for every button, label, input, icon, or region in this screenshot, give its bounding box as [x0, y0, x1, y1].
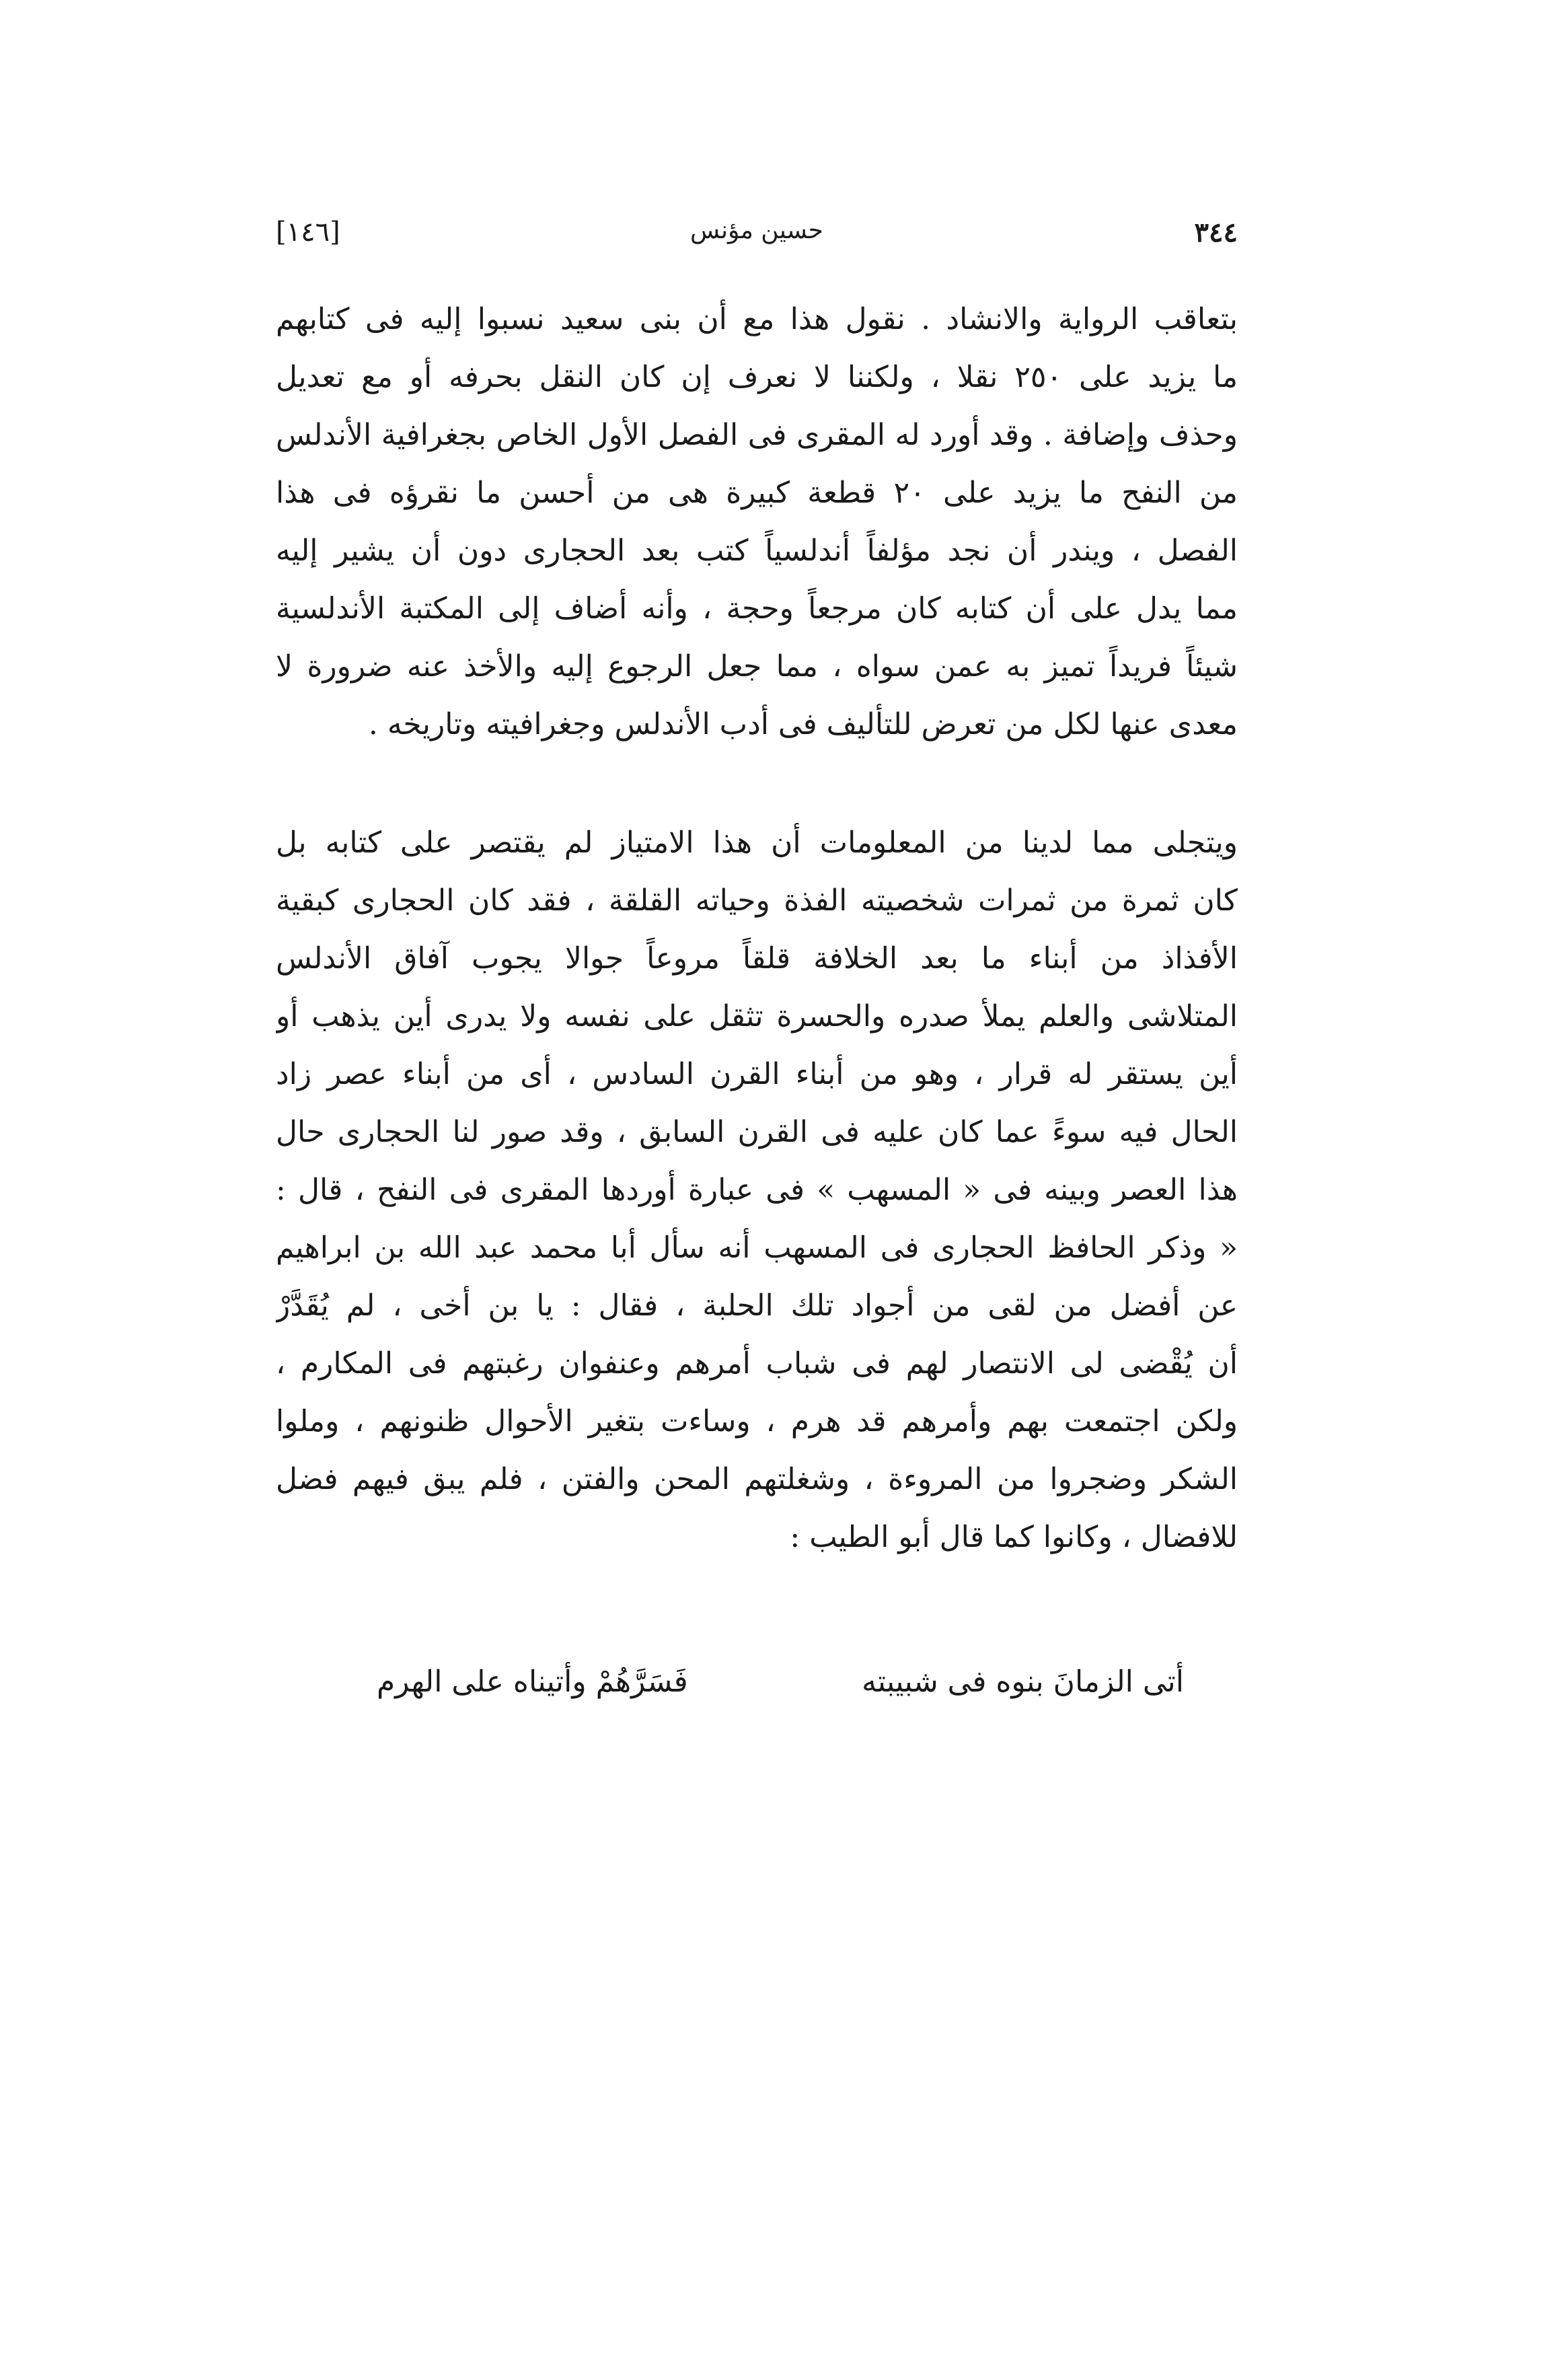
document-page: [276, 0, 1238, 2361]
text-line: الأفذاذ من أبناء ما بعد الخلافة قلقاً مروعاً جوالا يجوب آفاق الأندلس: [276, 941, 1238, 976]
text-line: أين يستقر له قرار ، وهو من أبناء القرن السادس ، أى من أبناء عصر زاد: [276, 1057, 1238, 1091]
text-line: هذا العصر وبينه فى « المسهب » فى عبارة أوردها المقرى فى النفح ، قال :: [276, 1173, 1238, 1207]
text-line: ما يزيد على ٢٥٠ نقلا ، ولكننا لا نعرف إن كان النقل بحرفه أو مع تعديل: [276, 360, 1238, 394]
paragraph-2: [276, 814, 1238, 1566]
running-head-author: حسين مؤنس: [690, 217, 823, 244]
paragraph-1: [276, 291, 1238, 754]
poetry-verse: [377, 1652, 1184, 1712]
text-line: مما يدل على أن كتابه كان مرجعاً وحجة ، وأنه أضاف إلى المكتبة الأندلسية: [276, 591, 1238, 626]
text-line: بتعاقب الرواية والانشاد . نقول هذا مع أن بنى سعيد نسبوا إليه فى كتابهم: [276, 302, 1238, 336]
text-line: المتلاشى والعلم يملأ صدره والحسرة تثقل على نفسه ولا يدرى أين يذهب أو: [276, 999, 1238, 1033]
text-line: من النفح ما يزيد على ٢٠ قطعة كبيرة هى من أحسن ما نقرؤه فى هذا: [276, 476, 1238, 510]
verse-second-hemistich: فَسَرَّهُمْ وأتيناه على الهرم: [377, 1665, 688, 1699]
text-line: الشكر وضجروا من المروءة ، وشغلتهم المحن والفتن ، فلم يبق فيهم فضل: [276, 1462, 1238, 1496]
page-number: ٣٤٤: [1194, 217, 1238, 248]
text-line: شيئاً فريداً تميز به عمن سواه ، مما جعل الرجوع إليه والأخذ عنه ضرورة لا: [276, 649, 1238, 684]
running-header: [276, 217, 1238, 257]
text-line: الحال فيه سوءً عما كان عليه فى القرن السابق ، وقد صور لنا الحجارى حال: [276, 1115, 1238, 1149]
text-line: كان ثمرة من ثمرات شخصيته الفذة وحياته القلقة ، فقد كان الحجارى كبقية: [276, 883, 1238, 918]
text-line: ولكن اجتمعت بهم وأمرهم قد هرم ، وساءت بتغير الأحوال ظنونهم ، وملوا: [276, 1404, 1238, 1439]
text-line: الفصل ، ويندر أن نجد مؤلفاً أندلسياً كتب بعد الحجارى دون أن يشير إليه: [276, 534, 1238, 568]
text-line: أن يُقْضى لى الانتصار لهم فى شباب أمرهم وعنفوان رغبتهم فى المكارم ،: [276, 1346, 1238, 1381]
text-line: وحذف وإضافة . وقد أورد له المقرى فى الفصل الأول الخاص بجغرافية الأندلس: [276, 418, 1238, 452]
text-line: ويتجلى مما لدينا من المعلومات أن هذا الامتياز لم يقتصر على كتابه بل: [276, 826, 1238, 860]
text-line: « وذكر الحافظ الحجارى فى المسهب أنه سأل أبا محمد عبد الله بن ابراهيم: [276, 1231, 1238, 1265]
text-line: عن أفضل من لقى من أجواد تلك الحلبة ، فقال : يا بن أخى ، لم يُقَدَّرْ: [276, 1288, 1238, 1323]
section-number: [١٤٦]: [276, 217, 340, 248]
verse-first-hemistich: أتى الزمانَ بنوه فى شبيبته: [862, 1665, 1184, 1699]
text-line: معدى عنها لكل من تعرض للتأليف فى أدب الأندلس وجغرافيته وتاريخه .: [368, 707, 1238, 741]
text-line: للافضال ، وكانوا كما قال أبو الطيب :: [790, 1520, 1238, 1554]
